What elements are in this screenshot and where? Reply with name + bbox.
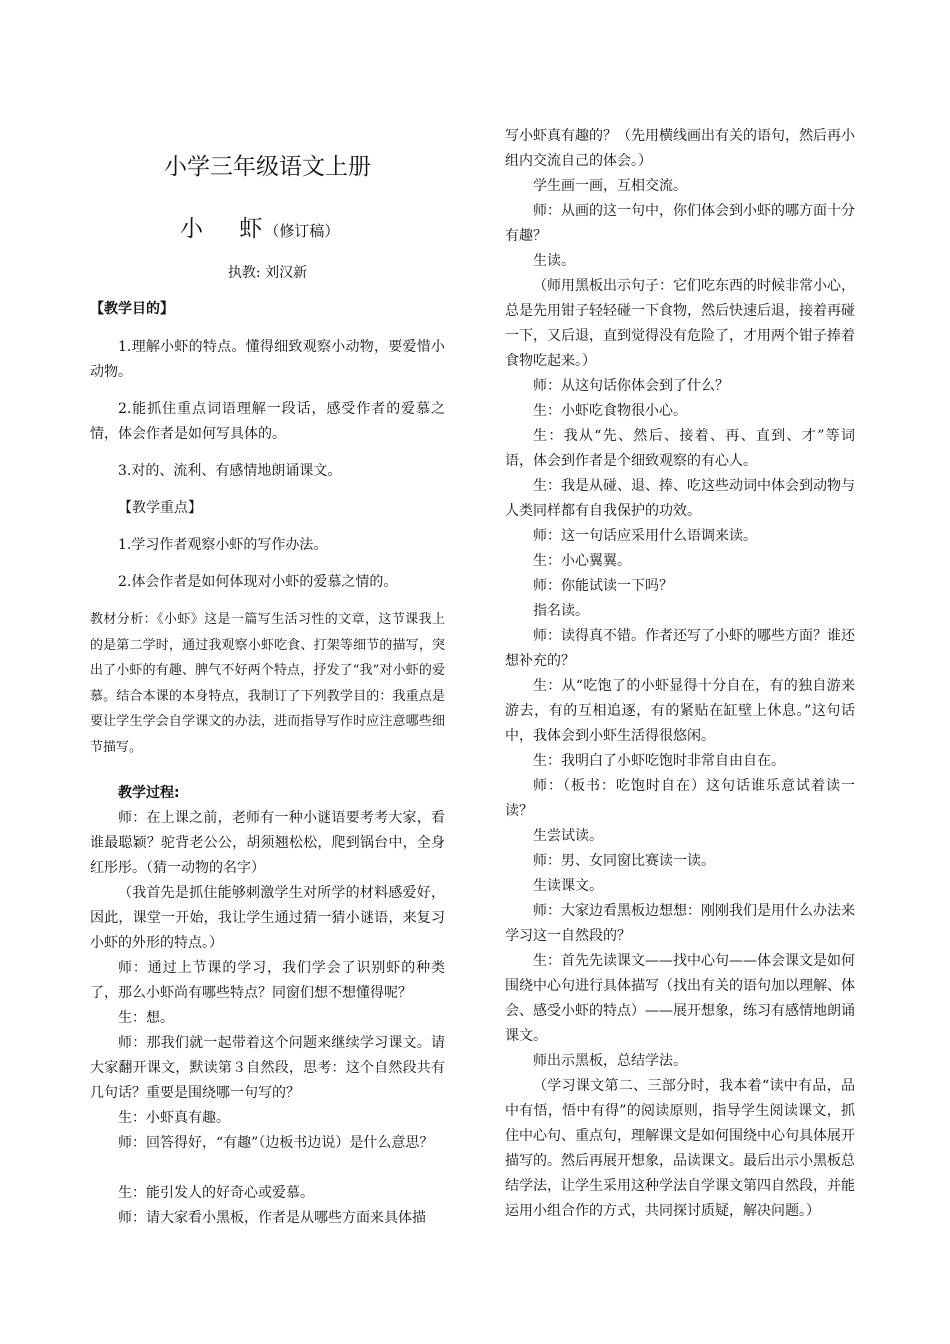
dialogue-paragraph: 师出示黑板，总结学法。 — [533, 1053, 687, 1069]
dialogue-paragraph: 师：从这句话你体会到了什么？ — [533, 378, 729, 394]
dialogue-paragraph: 生读课文。 — [533, 878, 603, 894]
dialogue-paragraph: 生：小虾真有趣。 — [118, 1110, 230, 1126]
dialogue-paragraph: 生：小心翼翼。 — [533, 553, 631, 569]
material-analysis: 教材分析：《小虾》这是一篇写生活习性的文章，这节课我上的是第二学时，通过我观察小虾吃食、打架等细节的描写，突出了小虾的有趣、脾气不好两个特点，抒发了“我”对小虾的爱慕。结合本课的本身特点，我制订了下列教学目的：我重点是要让学生学会自学课文的办法，进而指导写作时应注意哪些细节描写。 — [90, 612, 445, 755]
dialogue-paragraph: 生：我是从碰、退、捧、吃这些动词中体会到动物与人类同样都有自我保护的功效。 — [505, 478, 855, 519]
dialogue-paragraph: 生：从“吃饱了的小虾显得十分自在，有的独自游来游去，有的互相追逐，有的紧贴在缸壁上休息。”这句话中，我体会到小虾生活得很悠闲。 — [505, 678, 855, 744]
goal-item: 2.能抓住重点词语理解一段话，感受作者的爱慕之情，体会作者是如何写具体的。 — [90, 401, 445, 442]
dialogue-paragraph: 师：大家边看黑板边想想：刚刚我们是用什么办法来学习这一自然段的？ — [505, 903, 855, 944]
document-title: 小学三年级语文上册 — [164, 154, 371, 180]
dialogue-paragraph: 师：从画的这一句中，你们体会到小虾的哪方面十分有趣？ — [505, 203, 855, 244]
dialogue-paragraph: 师：那我们就一起带着这个问题来继续学习课文。请大家翻开课文，默读第３自然段，思考：这个自然段共有几句话？重要是围绕哪一句写的？ — [90, 1035, 445, 1101]
dialogue-paragraph: 师：回答得好，“有趣”（边板书边说）是什么意思？ — [118, 1135, 434, 1151]
dialogue-paragraph: 生：想。 — [118, 1010, 174, 1026]
goal-item: 1.理解小虾的特点。懂得细致观察小动物，要爱惜小动物。 — [90, 339, 445, 380]
dialogue-paragraph: 师：请大家看小黑板，作者是从哪些方面来具体描 — [118, 1210, 426, 1226]
dialogue-paragraph: （师用黑板出示句子：它们吃东西的时候非常小心，总是先用钳子轻轻碰一下食物，然后快速后退，接着再碰一下，又后退，直到觉得没有危险了，才用两个钳子捧着食物吃起来。） — [505, 278, 855, 369]
dialogue-paragraph: 师：这一句话应采用什么语调来读。 — [533, 528, 757, 544]
dialogue-paragraph: 生：首先先读课文——找中心句——体会课文是如何围绕中心句进行具体描写（找出有关的语句加以理解、体会、感受小虾的特点）——展开想象，练习有感情地朗诵课文。 — [505, 953, 855, 1044]
dialogue-paragraph: 指名读。 — [533, 603, 589, 619]
lesson-name: 小 虾 — [180, 216, 265, 242]
teacher-line: 执教: 刘汉新 — [227, 265, 308, 281]
dialogue-paragraph: 生：我明白了小虾吃饱时非常自由自在。 — [533, 753, 785, 769]
lesson-note: （修订稿） — [264, 222, 340, 240]
dialogue-paragraph: 写小虾真有趣的？（先用横线画出有关的语句，然后再小组内交流自己的体会。） — [505, 128, 855, 169]
focus-item: 2.体会作者是如何体现对小虾的爱慕之情的。 — [118, 574, 398, 590]
dialogue-paragraph: 师：你能试读一下吗？ — [533, 578, 673, 594]
dialogue-paragraph: 师：男、女同窗比赛读一读。 — [533, 853, 715, 869]
dialogue-paragraph: 师：读得真不错。作者还写了小虾的哪些方面？谁还想补充的？ — [505, 628, 855, 669]
dialogue-paragraph: 生读。 — [533, 253, 575, 269]
dialogue-paragraph: 师：通过上节课的学习，我们学会了识别虾的种类了，那么小虾尚有哪些特点？同窗们想不想懂得呢？ — [90, 960, 445, 1001]
dialogue-paragraph: 生：小虾吃食物很小心。 — [533, 403, 687, 419]
focus-item: 1.学习作者观察小虾的写作办法。 — [118, 537, 328, 553]
goal-item: 3.对的、流利、有感情地朗诵课文。 — [118, 463, 342, 479]
focus-heading: 【教学重点】 — [118, 500, 202, 516]
dialogue-paragraph: 生尝试读。 — [533, 828, 603, 844]
dialogue-paragraph: 学生画一画，互相交流。 — [533, 178, 687, 194]
process-heading: 教学过程: — [118, 785, 180, 801]
goals-heading: 【教学目的】 — [90, 301, 174, 317]
dialogue-paragraph: 师：在上课之前，老师有一种小谜语要考考大家，看谁最聪颖？驼背老公公，胡须翘松松，爬到锅台中，全身红彤彤。（猜一动物的名字） — [90, 810, 445, 876]
lesson-title — [180, 210, 339, 243]
dialogue-paragraph: 生：能引发人的好奇心或爱慕。 — [118, 1185, 314, 1201]
dialogue-paragraph: （我首先是抓住能够刺激学生对所学的材料感爱好，因此，课堂一开始，我让学生通过猜一猜小谜语，来复习小虾的外形的特点。） — [90, 885, 445, 951]
dialogue-paragraph: 生：我从“先、然后、接着、再、直到、才”等词语，体会到作者是个细致观察的有心人。 — [505, 428, 855, 469]
dialogue-paragraph: （学习课文第二、三部分时，我本着“读中有品，品中有悟，悟中有得”的阅读原则，指导学生阅读课文，抓住中心句、重点句，理解课文是如何围绕中心句具体展开描写的。然后再展开想象，品读课文。最后出示小黑板总结学法，让学生采用这种学法自学课文第四自然段，并能运用小组合作的方式，共同探讨质疑，解决问题。） — [505, 1078, 855, 1219]
dialogue-paragraph: 师：（板书：吃饱时自在）这句话谁乐意试着读一读？ — [505, 778, 855, 819]
